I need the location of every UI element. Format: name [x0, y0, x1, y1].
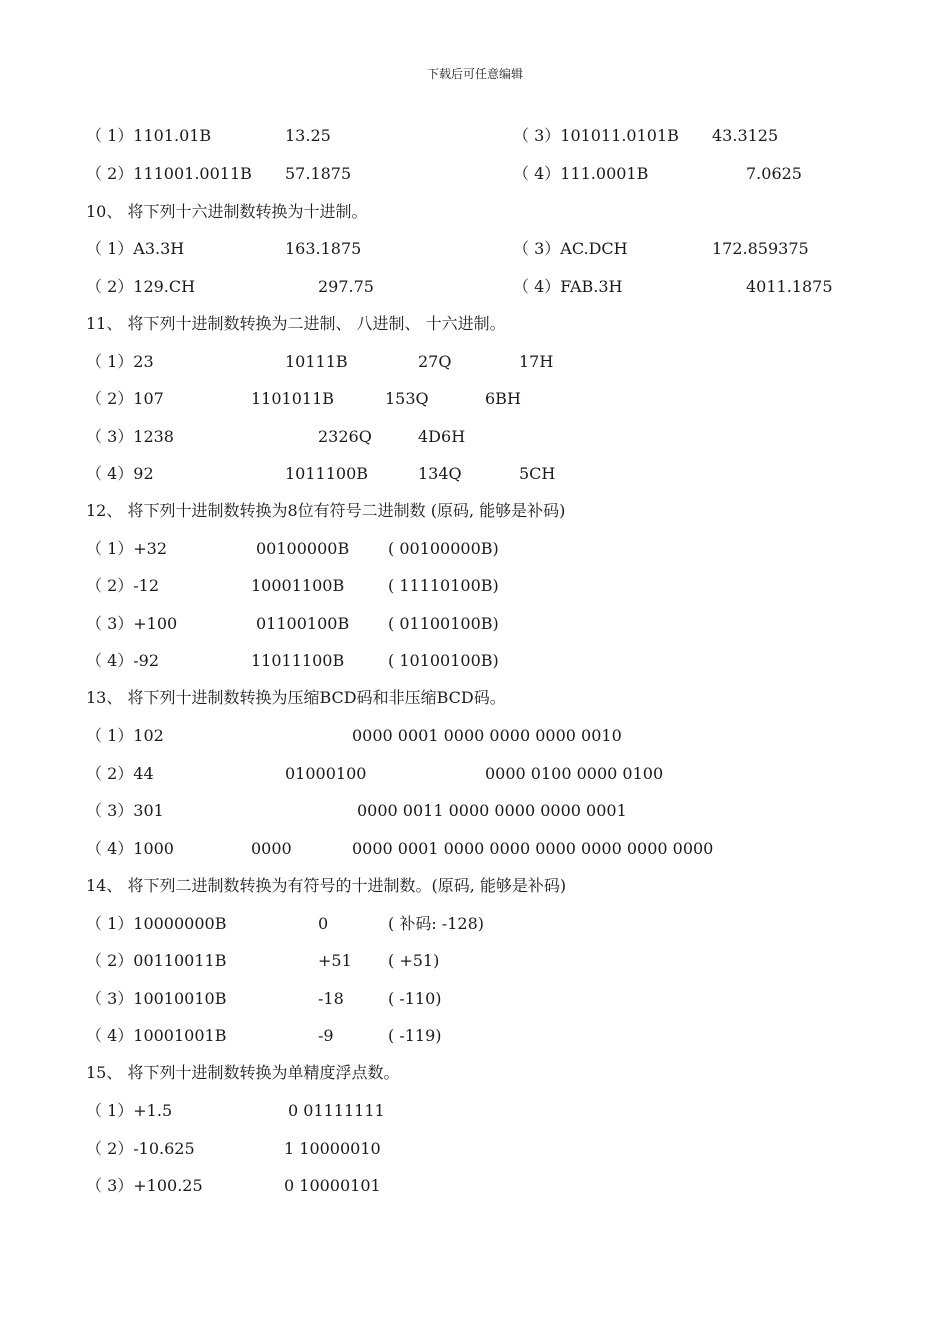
- question-line: [0, 499, 950, 523]
- answer-value: 0000: [251, 839, 292, 858]
- answer-line: [0, 799, 950, 823]
- answer-value: ( -110): [388, 989, 442, 1008]
- answer-line: [0, 162, 950, 186]
- item-label: （ 3）301: [86, 801, 164, 820]
- item-label: （ 4）-92: [86, 651, 160, 670]
- answer-value: 4011.1875: [746, 277, 833, 296]
- answer-value: （ 4）111.0001B: [513, 164, 649, 183]
- answer-value: 57.1875: [285, 164, 352, 183]
- answer-value: ( 01100100B): [388, 614, 499, 633]
- item-label: （ 4）1000: [86, 839, 174, 858]
- item-label: （ 2）-12: [86, 576, 160, 595]
- answer-value: +51: [318, 951, 352, 970]
- item-label: （ 4）92: [86, 464, 154, 483]
- question-text: 15、 将下列十进制数转换为单精度浮点数。: [86, 1063, 400, 1082]
- answer-value: 0000 0001 0000 0000 0000 0010: [352, 726, 622, 745]
- answer-line: [0, 649, 950, 673]
- answer-line: [0, 387, 950, 411]
- answer-value: （ 3）101011.0101B: [513, 126, 679, 145]
- answer-value: 1101011B: [251, 389, 335, 408]
- answer-value: （ 3）AC.DCH: [513, 239, 628, 258]
- answer-value: 1011100B: [285, 464, 369, 483]
- question-text: 11、 将下列十进制数转换为二进制、 八进制、 十六进制。: [86, 314, 506, 333]
- answer-value: 172.859375: [712, 239, 809, 258]
- answer-value: ( 11110100B): [388, 576, 499, 595]
- answer-line: [0, 350, 950, 374]
- answer-line: [0, 612, 950, 636]
- page-header: 下载后可任意编辑: [426, 67, 523, 81]
- answer-value: ( 10100100B): [388, 651, 499, 670]
- answer-line: [0, 1099, 950, 1123]
- question-text: 13、 将下列十进制数转换为压缩BCD码和非压缩BCD码。: [86, 688, 506, 707]
- item-label: （ 2）00110011B: [86, 951, 227, 970]
- question-line: [0, 312, 950, 336]
- answer-value: 0000 0011 0000 0000 0000 0001: [357, 801, 627, 820]
- item-label: （ 1）102: [86, 726, 164, 745]
- answer-line: [0, 724, 950, 748]
- answer-line: [0, 537, 950, 561]
- answer-line: [0, 462, 950, 486]
- answer-line: [0, 425, 950, 449]
- answer-line: [0, 912, 950, 936]
- answer-value: ( 补码: -128): [388, 914, 484, 933]
- answer-value: -9: [318, 1026, 334, 1045]
- answer-value: 27Q: [418, 352, 452, 371]
- item-label: （ 1）10000000B: [86, 914, 227, 933]
- question-line: [0, 1061, 950, 1085]
- question-text: 12、 将下列十进制数转换为8位有符号二进制数 (原码, 能够是补码): [86, 501, 566, 520]
- answer-value: 0000 0100 0000 0100: [485, 764, 664, 783]
- answer-value: ( 00100000B): [388, 539, 499, 558]
- answer-value: （ 4）FAB.3H: [513, 277, 623, 296]
- answer-value: 01100100B: [256, 614, 350, 633]
- answer-value: -18: [318, 989, 344, 1008]
- item-label: （ 1）+32: [86, 539, 168, 558]
- item-label: （ 3）10010010B: [86, 989, 227, 1008]
- answer-line: [0, 837, 950, 861]
- item-label: （ 3）+100.25: [86, 1176, 203, 1195]
- item-label: （ 3）+100: [86, 614, 178, 633]
- item-label: （ 4）10001001B: [86, 1026, 227, 1045]
- item-label: （ 2）44: [86, 764, 154, 783]
- answer-line: [0, 124, 950, 148]
- answer-line: [0, 1137, 950, 1161]
- answer-value: ( +51): [388, 951, 440, 970]
- answer-value: 0000 0001 0000 0000 0000 0000 0000 0000: [352, 839, 714, 858]
- answer-value: 0: [318, 914, 329, 933]
- answer-value: 297.75: [318, 277, 374, 296]
- answer-line: [0, 1174, 950, 1198]
- item-label: （ 2）129.CH: [86, 277, 196, 296]
- answer-value: 0 10000101: [284, 1176, 381, 1195]
- answer-value: 00100000B: [256, 539, 350, 558]
- answer-value: ( -119): [388, 1026, 442, 1045]
- answer-value: 163.1875: [285, 239, 362, 258]
- answer-value: 01000100: [285, 764, 367, 783]
- answer-value: 6BH: [485, 389, 521, 408]
- item-label: （ 2）107: [86, 389, 164, 408]
- item-label: （ 1）A3.3H: [86, 239, 185, 258]
- answer-value: 134Q: [418, 464, 462, 483]
- answer-value: 43.3125: [712, 126, 779, 145]
- question-line: [0, 874, 950, 898]
- answer-value: 2326Q: [318, 427, 372, 446]
- answer-line: [0, 762, 950, 786]
- question-text: 14、 将下列二进制数转换为有符号的十进制数。(原码, 能够是补码): [86, 876, 567, 895]
- item-label: （ 1）+1.5: [86, 1101, 173, 1120]
- answer-value: 7.0625: [746, 164, 802, 183]
- answer-line: [0, 1024, 950, 1048]
- item-label: （ 1）1101.01B: [86, 126, 212, 145]
- answer-value: 1 10000010: [284, 1139, 381, 1158]
- answer-line: [0, 987, 950, 1011]
- answer-value: 11011100B: [251, 651, 345, 670]
- answer-value: 13.25: [285, 126, 331, 145]
- item-label: （ 2）-10.625: [86, 1139, 195, 1158]
- answer-value: 153Q: [385, 389, 429, 408]
- answer-line: [0, 237, 950, 261]
- item-label: （ 2）111001.0011B: [86, 164, 252, 183]
- answer-value: 10001100B: [251, 576, 345, 595]
- question-text: 10、 将下列十六进制数转换为十进制。: [86, 202, 368, 221]
- answer-value: 10111B: [285, 352, 348, 371]
- answer-value: 17H: [519, 352, 554, 371]
- question-line: [0, 200, 950, 224]
- question-line: [0, 686, 950, 710]
- answer-value: 4D6H: [418, 427, 466, 446]
- answer-line: [0, 949, 950, 973]
- answer-line: [0, 574, 950, 598]
- answer-value: 0 01111111: [288, 1101, 385, 1120]
- item-label: （ 3）1238: [86, 427, 174, 446]
- answer-line: [0, 275, 950, 299]
- item-label: （ 1）23: [86, 352, 154, 371]
- answer-value: 5CH: [519, 464, 556, 483]
